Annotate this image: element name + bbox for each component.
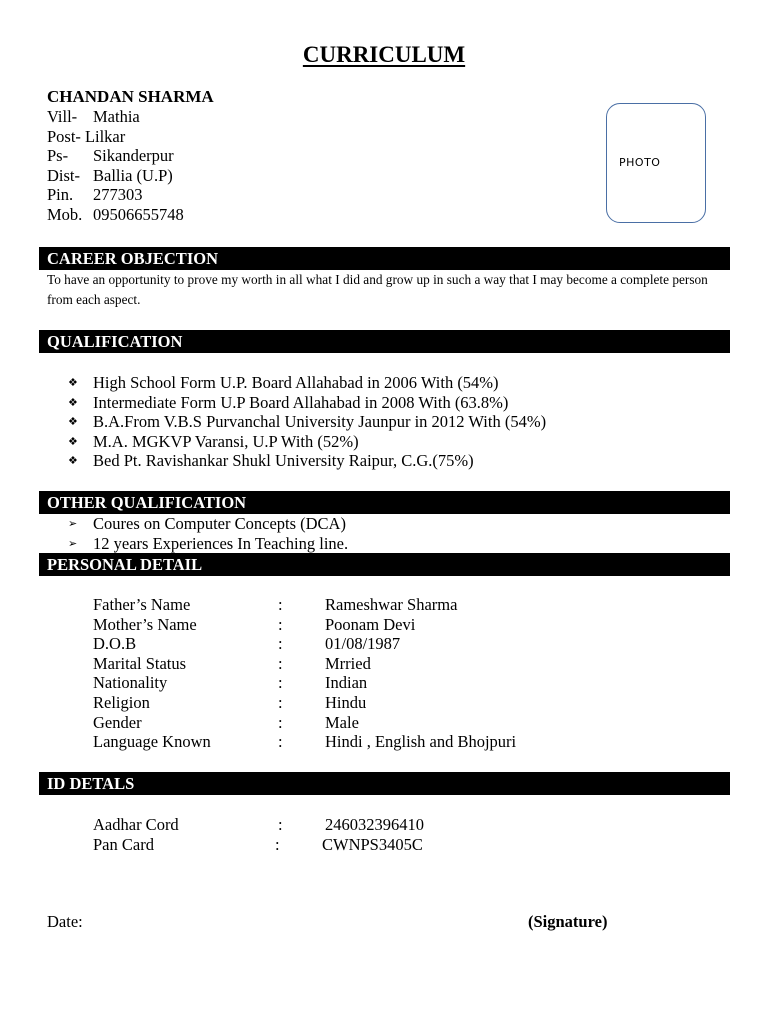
date-label: Date:	[47, 912, 83, 931]
address-label: Vill-	[47, 107, 78, 126]
page-title: CURRICULUM	[302, 42, 466, 67]
field-separator: :	[278, 692, 283, 712]
field-value: 246032396410	[325, 815, 424, 834]
section-header-career: CAREER OBJECTION	[39, 247, 730, 270]
diamond-bullet-icon: ❖	[68, 377, 78, 389]
qualification-text: M.A. MGKVP Varansi, U.P With (52%)	[93, 431, 359, 451]
address-value: Ballia (U.P)	[93, 165, 173, 185]
diamond-bullet-icon: ❖	[68, 416, 78, 429]
section-header-personal: PERSONAL DETAIL	[39, 553, 730, 576]
address-row-vill	[47, 107, 184, 127]
diamond-bullet-icon: ❖	[68, 396, 78, 409]
field-label: Religion	[93, 692, 150, 712]
field-label: Nationality	[93, 673, 168, 693]
qualification-list	[68, 373, 546, 471]
qualification-text: Bed Pt. Ravishankar Shukl University Raipur, C.G.(75%)	[93, 451, 474, 471]
list-item	[68, 514, 348, 534]
list-item	[68, 373, 546, 393]
address-label: Ps-	[47, 146, 69, 166]
address-value: Sikanderpur	[93, 146, 174, 166]
field-value: Indian	[325, 673, 368, 693]
list-item	[68, 412, 546, 432]
field-value: Rameshwar Sharma	[325, 595, 458, 614]
address-value: Mathia	[93, 107, 140, 126]
field-value: Male	[325, 712, 359, 732]
photo-placeholder	[606, 103, 706, 223]
list-item	[68, 534, 348, 554]
arrow-bullet-icon: ➢	[68, 537, 78, 550]
diamond-bullet-icon: ❖	[68, 455, 78, 468]
qualification-text: Intermediate Form U.P Board Allahabad in 2008 With (63.8%)	[93, 392, 509, 412]
field-value: 01/08/1987	[325, 634, 401, 654]
field-label: Marital Status	[93, 653, 187, 673]
address-row-post	[47, 127, 184, 147]
field-value: Hindi , English and Bhojpuri	[325, 732, 517, 752]
field-value: Poonam Devi	[325, 614, 416, 634]
diamond-bullet-icon: ❖	[68, 435, 78, 448]
address-row-mob	[47, 205, 184, 225]
career-objective-text: To have an opportunity to prove my worth in all what I did and grow up in such a way that I may become a complete person from each aspect.	[47, 272, 708, 307]
field-value: Hindu	[325, 692, 367, 712]
photo-label: PHOTO	[619, 156, 661, 169]
field-value: Mrried	[325, 653, 371, 673]
field-separator: :	[278, 653, 283, 673]
arrow-bullet-icon: ➢	[68, 518, 78, 530]
list-item	[68, 432, 546, 452]
field-separator: :	[278, 595, 283, 614]
address-value: Lilkar	[84, 126, 126, 146]
field-separator: :	[278, 732, 283, 752]
other-qualification-list	[68, 514, 348, 553]
section-header-qualification: QUALIFICATION	[39, 330, 730, 353]
address-label: Dist-	[47, 165, 80, 185]
address-label: Post-	[47, 126, 81, 146]
field-label: Pan Card	[93, 834, 154, 854]
address-row-ps	[47, 146, 184, 166]
address-row-pin	[47, 185, 184, 205]
address-row-dist	[47, 166, 184, 186]
field-separator: :	[278, 634, 283, 654]
field-separator: :	[278, 673, 283, 693]
address-value: 09506655748	[93, 204, 184, 224]
address-label: Mob.	[47, 204, 83, 224]
section-header-other-qualification: OTHER QUALIFICATION	[39, 491, 730, 514]
candidate-name: CHANDAN SHARMA	[47, 87, 214, 106]
address-block	[47, 107, 184, 225]
field-separator: :	[275, 834, 280, 854]
field-label: Aadhar Cord	[93, 815, 179, 834]
field-value: CWNPS3405C	[322, 834, 423, 854]
list-item	[68, 393, 546, 413]
field-label: Father’s Name	[93, 595, 191, 614]
other-qualification-text: Coures on Computer Concepts (DCA)	[93, 514, 346, 533]
field-separator: :	[278, 815, 283, 834]
field-label: Gender	[93, 712, 142, 732]
address-value: 277303	[93, 185, 143, 205]
section-header-id: ID DETALS	[39, 772, 730, 795]
field-label: D.O.B	[93, 634, 137, 654]
other-qualification-text: 12 years Experiences In Teaching line.	[93, 533, 349, 553]
field-separator: :	[278, 712, 283, 732]
qualification-text: B.A.From V.B.S Purvanchal University Jaunpur in 2012 With (54%)	[93, 412, 547, 432]
address-label: Pin.	[47, 185, 74, 205]
field-label: Language Known	[93, 732, 211, 752]
list-item	[68, 451, 546, 471]
field-label: Mother’s Name	[93, 614, 197, 634]
signature-label: (Signature)	[528, 912, 608, 931]
qualification-text: High School Form U.P. Board Allahabad in 2006 With (54%)	[93, 373, 499, 392]
field-separator: :	[278, 614, 283, 634]
